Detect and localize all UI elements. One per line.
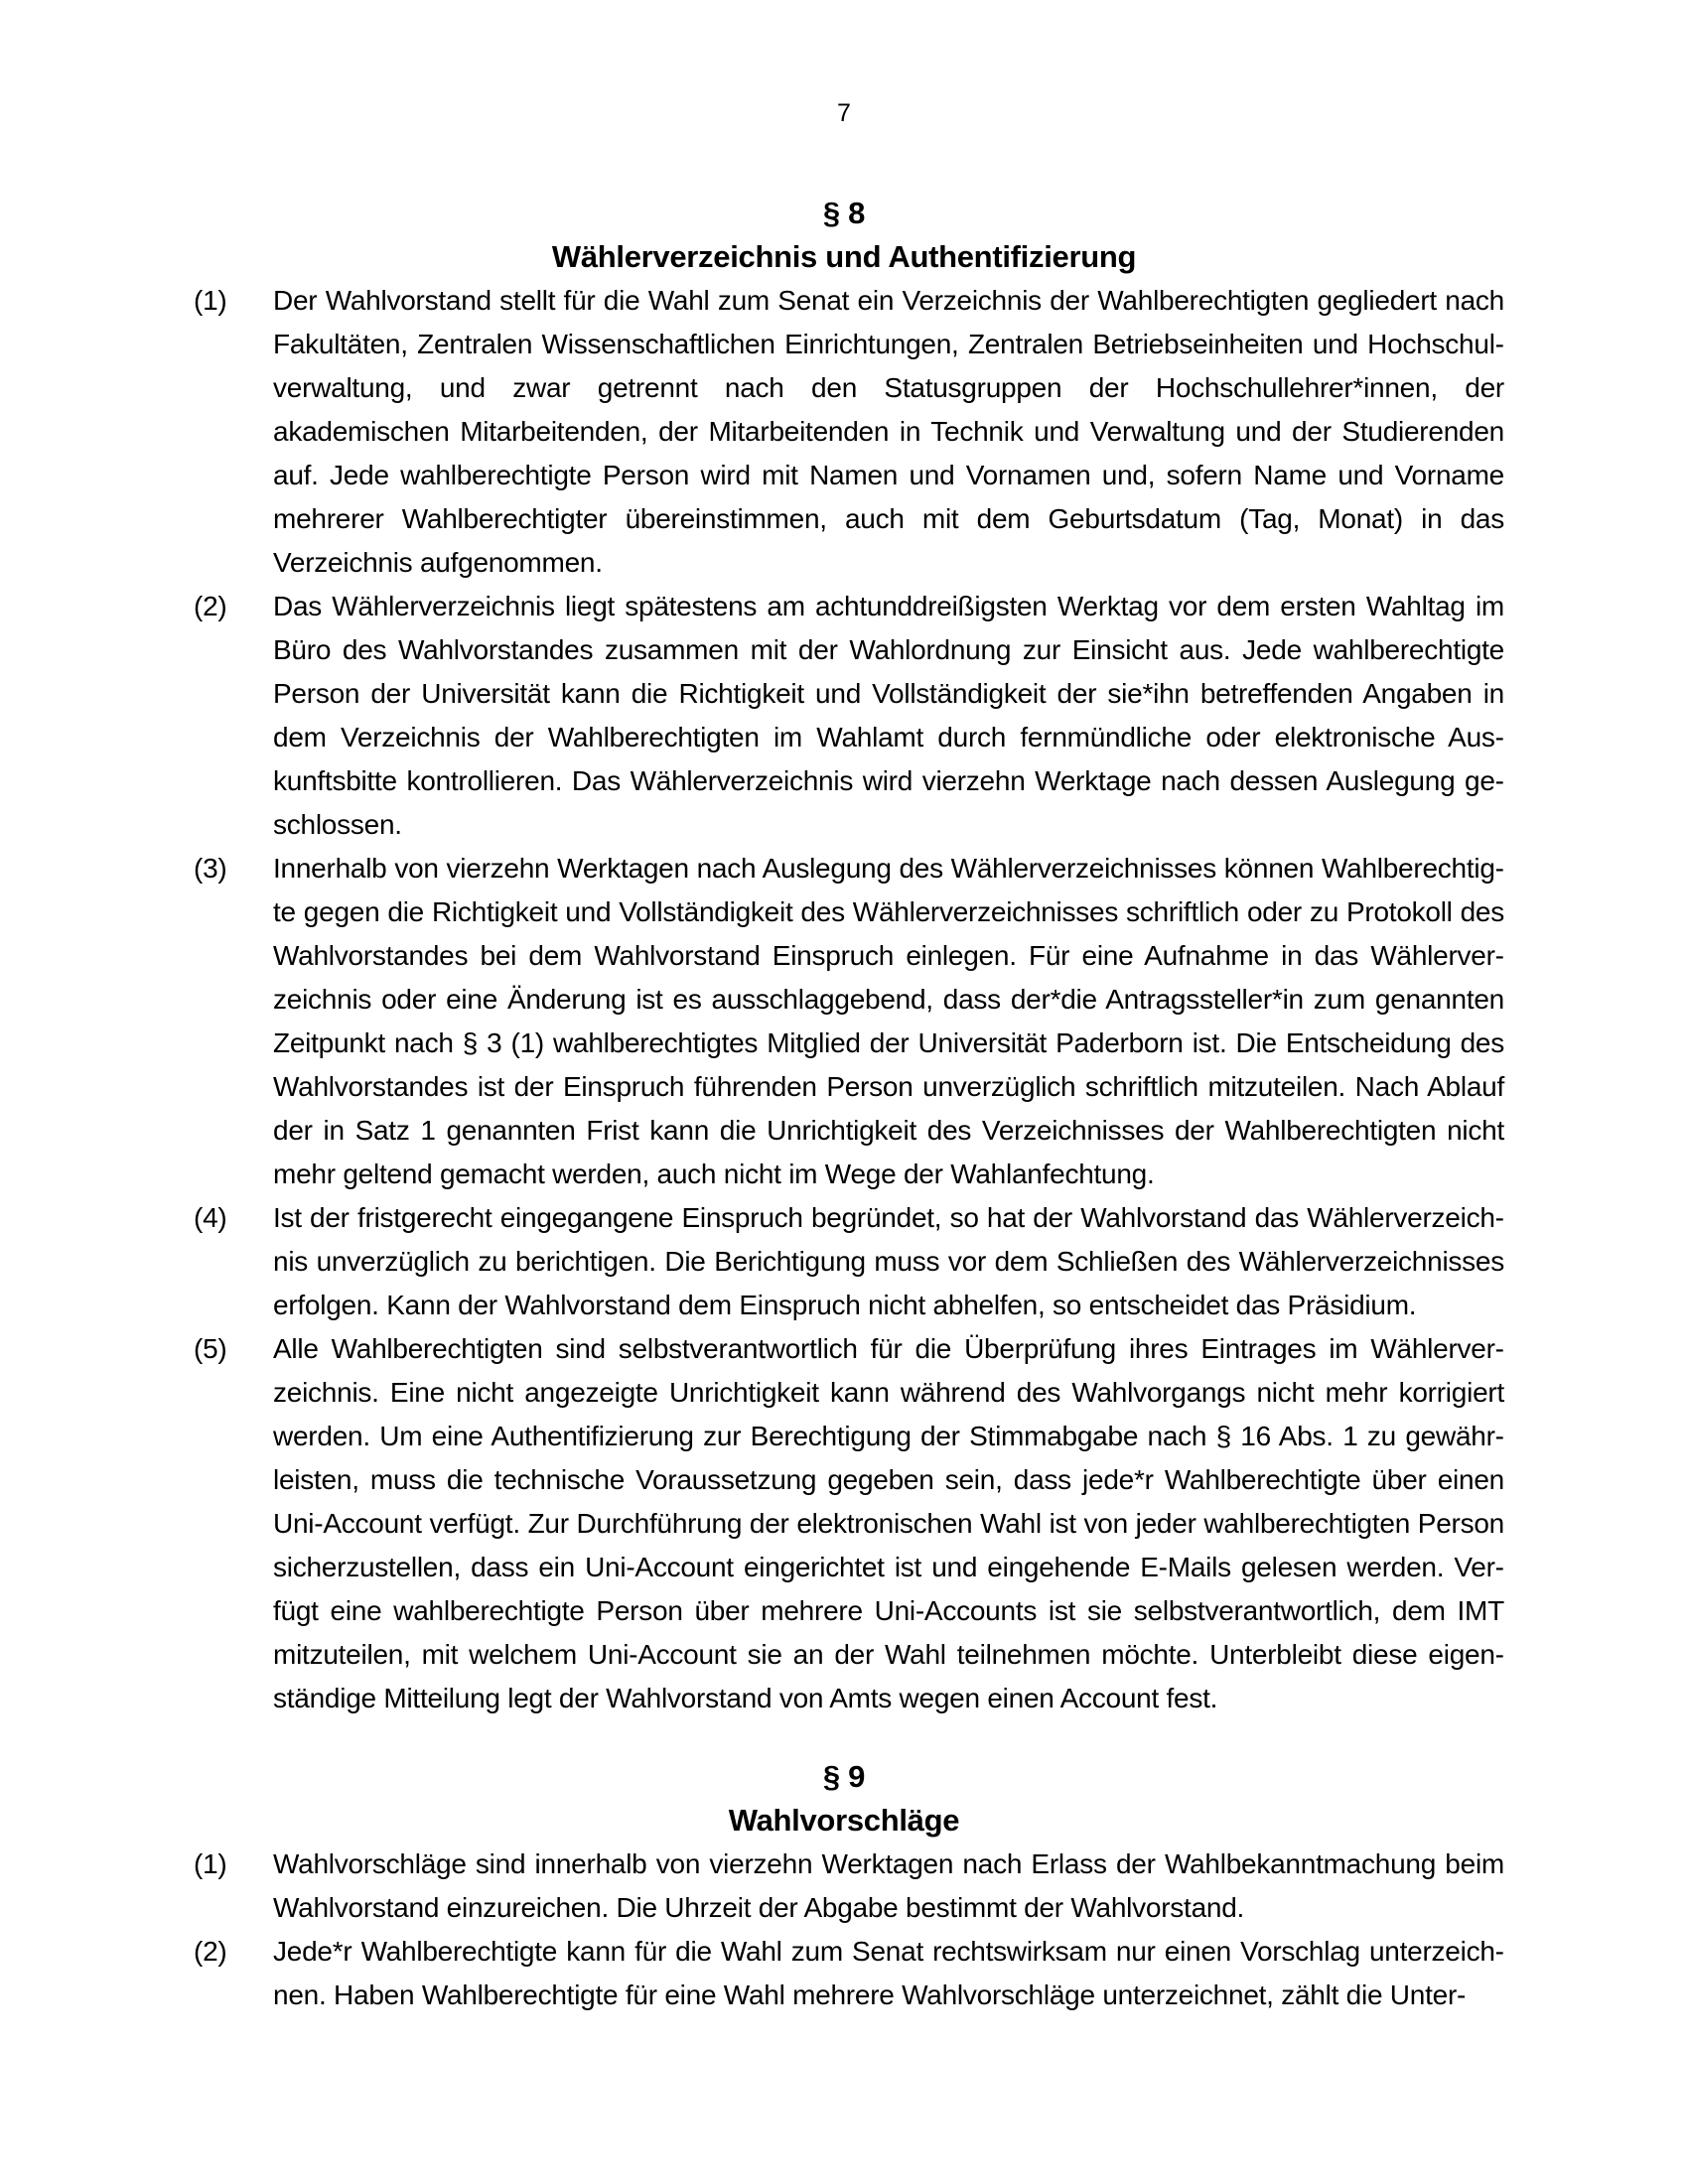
section-8-number: § 8 [822, 196, 866, 230]
section-8-clause-4 [194, 1196, 1504, 1327]
clause-number: (1) [194, 1848, 227, 1879]
section-9-title: Wahlvorschläge [728, 1803, 960, 1838]
clause-text: Der Wahlvorstand stellt für die Wahl zum Senat ein Verzeichnis der Wahlberechtigten gegliedert nach Fakultäten, Zentralen Wissenschaftlichen Einrichtungen, Zentralen Betriebseinheiten und Hochschulverwaltung, und zwar getrennt nach den Statusgruppen der Hochschullehrer*innen, der akademischen Mitarbeitenden, der Mitarbeitenden in Technik und Verwaltung und der Studierenden auf. Jede wahlberechtigte Person wird mit Namen und Vornamen und, sofern Name und Vorname mehrerer Wahlberechtigter übereinstimmen, auch mit dem Geburtsdatum (Tag, Monat) in das Verzeichnis aufgenommen. [273, 285, 1504, 578]
clause-number: (4) [194, 1202, 227, 1233]
section-9-clause-2 [194, 1930, 1504, 2017]
clause-text: Das Wählerverzeichnis liegt spätestens am achtunddreißigsten Werktag vor dem ersten Wahltag im Büro des Wahlvorstandes zusammen mit der Wahlordnung zur Einsicht aus. Jede wahlberechtigte Person der Universität kann die Richtigkeit und Vollständigkeit der sie*ihn betreffenden Angaben in dem Verzeichnis der Wahlberechtigten im Wahlamt durch fernmündliche oder elektronische Auskunftsbitte kontrollieren. Das Wählerverzeichnis wird vierzehn Werktage nach dessen Auslegung geschlossen. [273, 591, 1504, 840]
section-9-number: § 9 [822, 1759, 866, 1794]
clause-number: (5) [194, 1333, 227, 1364]
section-8-clause-2 [194, 585, 1504, 847]
section-8-clause-1 [194, 279, 1504, 585]
clause-number: (3) [194, 853, 227, 884]
section-8-clause-3 [194, 847, 1504, 1196]
clause-number: (1) [194, 285, 227, 316]
section-8-clause-5 [194, 1327, 1504, 1720]
clause-text: Ist der fristgerecht eingegangene Einspruch begründet, so hat der Wahlvorstand das Wählerverzeichnis unverzüglich zu berichtigen. Die Berichtigung muss vor dem Schließen des Wählerverzeichnisses erfolgen. Kann der Wahlvorstand dem Einspruch nicht abhelfen, so entscheidet das Präsidium. [273, 1202, 1504, 1320]
clause-number: (2) [194, 1936, 227, 1967]
clause-text: Jede*r Wahlberechtigte kann für die Wahl zum Senat rechtswirksam nur einen Vorschlag unterzeichnen. Haben Wahlberechtigte für eine Wahl mehrere Wahlvorschläge unterzeichnet, zählt die Unter- [273, 1936, 1504, 2010]
clause-text: Alle Wahlberechtigten sind selbstverantwortlich für die Überprüfung ihres Eintrages im Wählerverzeichnis. Eine nicht angezeigte Unrichtigkeit kann während des Wahlvorgangs nicht mehr korrigiert werden. Um eine Authentifizierung zur Berechtigung der Stimmabgabe nach § 16 Abs. 1 zu gewährleisten, muss die technische Voraussetzung gegeben sein, dass jede*r Wahlberechtigte über einen Uni-Account verfügt. Zur Durchführung der elektronischen Wahl ist von jeder wahlberechtigten Person sicherzustellen, dass ein Uni-Account eingerichtet ist und eingehende E-Mails gelesen werden. Verfügt eine wahlberechtigte Person über mehrere Uni-Accounts ist sie selbstverantwortlich, dem IMT mitzuteilen, mit welchem Uni-Account sie an der Wahl teilnehmen möchte. Unterbleibt diese eigenständige Mitteilung legt der Wahlvorstand von Amts wegen einen Account fest. [273, 1333, 1504, 1713]
section-9-clause-1 [194, 1843, 1504, 1930]
clause-text: Innerhalb von vierzehn Werktagen nach Auslegung des Wählerverzeichnisses können Wahlberechtigte gegen die Richtigkeit und Vollständigkeit des Wählerverzeichnisses schriftlich oder zu Protokoll des Wahlvorstandes bei dem Wahlvorstand Einspruch einlegen. Für eine Aufnahme in das Wählerverzeichnis oder eine Änderung ist es ausschlaggebend, dass der*die Antragssteller*in zum genannten Zeitpunkt nach § 3 (1) wahlberechtigtes Mitglied der Universität Paderborn ist. Die Entscheidung des Wahlvorstandes ist der Einspruch führenden Person unverzüglich schriftlich mitzuteilen. Nach Ablauf der in Satz 1 genannten Frist kann die Unrichtigkeit des Verzeichnisses der Wahlberechtigten nicht mehr geltend gemacht werden, auch nicht im Wege der Wahlanfechtung. [273, 853, 1504, 1189]
section-8-title: Wählerverzeichnis und Authentifizierung [551, 239, 1137, 274]
clause-text: Wahlvorschläge sind innerhalb von vierzehn Werktagen nach Erlass der Wahlbekanntmachung beim Wahlvorstand einzureichen. Die Uhrzeit der Abgabe bestimmt der Wahlvorstand. [273, 1848, 1504, 1923]
clause-number: (2) [194, 591, 227, 621]
page-number: 7 [837, 99, 851, 127]
